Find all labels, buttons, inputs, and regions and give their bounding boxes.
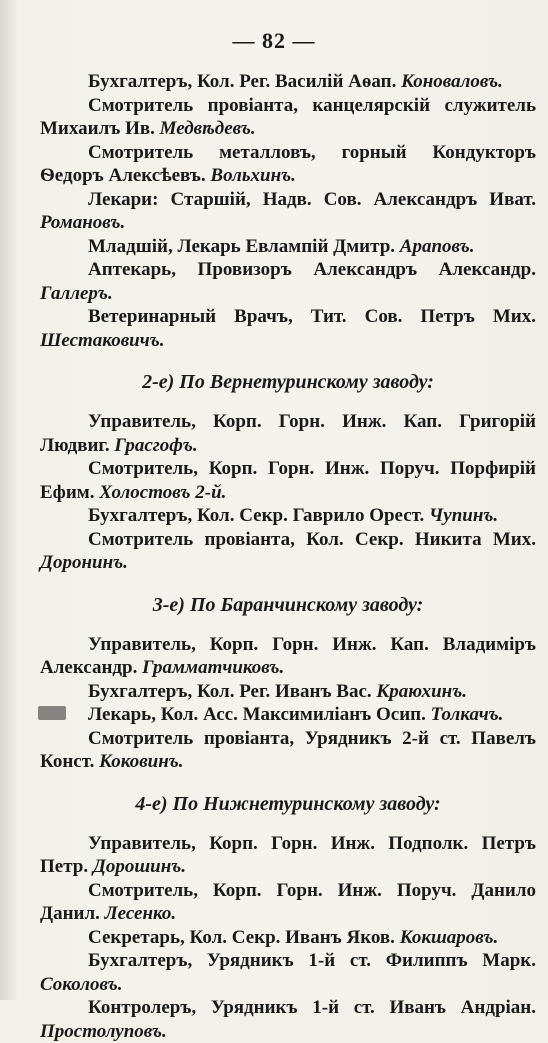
list-item: Ветеринарный Врачъ, Тит. Сов. Петръ Мих. Шестаковичъ. (40, 305, 536, 352)
list-item: Смотритель провіанта, Кол. Секр. Никита Мих. Доронинъ. (40, 528, 536, 575)
person-surname: Толкачъ. (431, 704, 504, 725)
person-surname: Коковинъ. (99, 751, 183, 772)
person-surname: Грасгофъ. (114, 435, 197, 456)
list-item: Лекари: Старшій, Надв. Сов. Александръ Иват. Романовъ. (40, 188, 536, 235)
list-item: Бухгалтеръ, Урядникъ 1-й ст. Филиппъ Марк. Соколовъ. (40, 949, 536, 996)
person-surname: Галлеръ. (40, 283, 113, 304)
person-surname: Шестаковичъ. (40, 330, 164, 351)
section-heading: 3-е) По Баранчинскому заводу: (40, 593, 536, 617)
person-surname: Кокшаровъ. (400, 927, 499, 948)
page-content (40, 70, 536, 1043)
list-item: Секретарь, Кол. Секр. Иванъ Яков. Кокшаровъ. (40, 926, 536, 950)
intro-block (40, 70, 536, 352)
person-surname: Чупинъ. (429, 505, 498, 526)
list-item: Смотритель металловъ, горный Кондукторъ Ѳедоръ Алексѣевъ. Вольхинъ. (40, 141, 536, 188)
list-item: Смотритель провіанта, Урядникъ 2-й ст. Павелъ Конст. Коковинъ. (40, 727, 536, 774)
person-surname: Коноваловъ. (401, 71, 503, 92)
person-surname: Доронинъ. (40, 552, 128, 573)
page-number: — 82 — (0, 28, 548, 54)
person-surname: Дорошинъ. (93, 856, 186, 877)
person-surname: Лесенко. (105, 903, 177, 924)
person-surname: Романовъ. (40, 212, 125, 233)
list-item: Лекарь, Кол. Асс. Максимиліанъ Осип. Толкачъ. (40, 703, 536, 727)
section-3 (40, 593, 536, 774)
person-surname: Краюхинъ. (376, 681, 467, 702)
person-surname: Соколовъ. (40, 974, 123, 995)
section-heading: 2-е) По Вернетуринскому заводу: (40, 370, 536, 394)
list-item: Управитель, Корп. Горн. Инж. Кап. Григорій Людвиг. Грасгофъ. (40, 410, 536, 457)
person-surname: Медвѣдевъ. (160, 118, 256, 139)
person-surname: Простолуповъ. (40, 1021, 167, 1042)
list-item: Смотритель, Корп. Горн. Инж. Поруч. Данило Данил. Лесенко. (40, 879, 536, 926)
section-4 (40, 792, 536, 1043)
list-item: Управитель, Корп. Горн. Инж. Подполк. Петръ Петр. Дорошинъ. (40, 832, 536, 879)
person-surname: Араповъ. (400, 236, 475, 257)
person-surname: Холостовъ 2-й. (99, 482, 226, 503)
list-item: Бухгалтеръ, Кол. Секр. Гаврило Орест. Чупинъ. (40, 504, 536, 528)
section-2 (40, 370, 536, 575)
list-item: Аптекарь, Провизоръ Александръ Александр. Галлеръ. (40, 258, 536, 305)
section-heading: 4-е) По Нижнетуринскому заводу: (40, 792, 536, 816)
list-item: Младшій, Лекарь Евлампій Дмитр. Араповъ. (40, 235, 536, 259)
list-item: Смотритель, Корп. Горн. Инж. Поруч. Порфирій Ефим. Холостовъ 2-й. (40, 457, 536, 504)
list-item: Контролеръ, Урядникъ 1-й ст. Иванъ Андріан. Простолуповъ. (40, 996, 536, 1043)
list-item: Управитель, Корп. Горн. Инж. Кап. Владиміръ Александр. Грамматчиковъ. (40, 633, 536, 680)
list-item: Бухгалтеръ, Кол. Рег. Василій Аѳап. Коноваловъ. (40, 70, 536, 94)
person-surname: Вольхинъ. (210, 165, 296, 186)
list-item: Бухгалтеръ, Кол. Рег. Иванъ Вас. Краюхинъ. (40, 680, 536, 704)
person-surname: Грамматчиковъ. (142, 657, 284, 678)
list-item: Смотритель провіанта, канцелярскій служитель Михаилъ Ив. Медвѣдевъ. (40, 94, 536, 141)
